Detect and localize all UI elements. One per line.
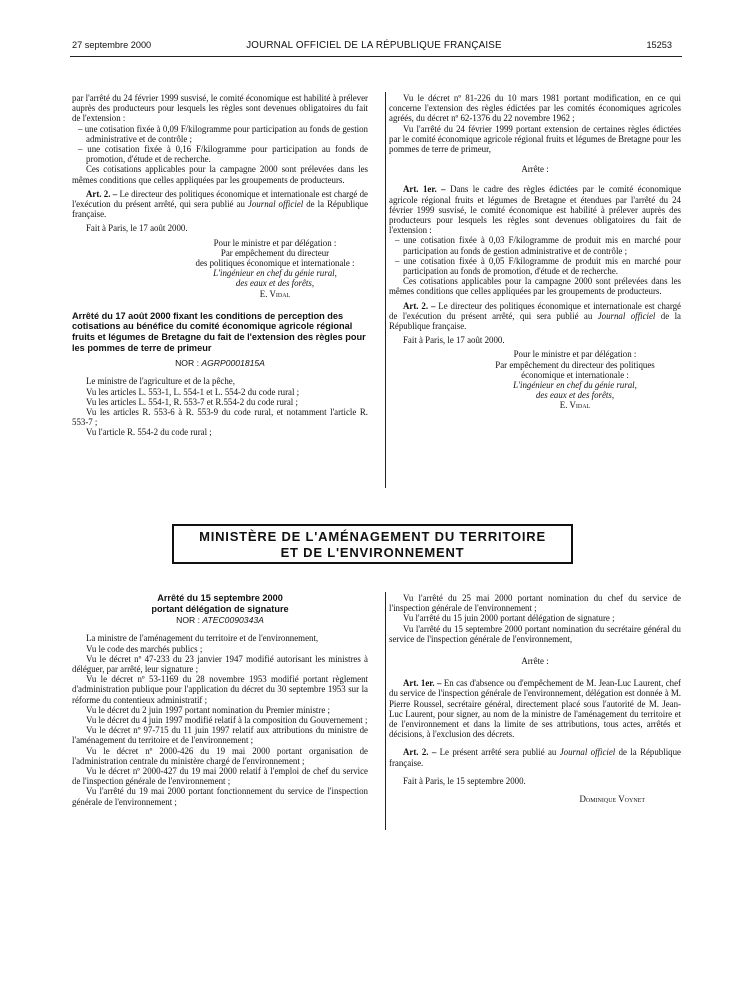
article-label: Art. 2. –	[86, 188, 118, 199]
article-2	[389, 301, 681, 332]
nor-code: ATEC0090343A	[202, 615, 264, 626]
visa: Vu le décret nº 81-226 du 10 mars 1981 portant modification, en ce qui concerne l'extension des règles édictées par les comités économiques agricoles agréés, du décret nº 62-1376 du 22 novembre 1962 ;	[389, 93, 681, 124]
decree-title: Arrêté du 17 août 2000 fixant les conditions de perception des cotisations au bénéfice du comité économique agricole régional fruits et légumes de Bretagne du fait de l'extension des règles pour les pommes de terre de primeur	[72, 310, 366, 353]
visa: Vu l'article R. 554-2 du code rural ;	[86, 427, 212, 438]
article-1	[389, 678, 681, 739]
visa: Vu le décret nº 2000-427 du 19 mai 2000 relatif à l'emploi de chef du service de l'inspection générale de l'environnement ;	[72, 766, 368, 787]
article-text: Le présent arrêté sera publié au	[436, 747, 560, 758]
signatory-name: E. Vidal	[559, 400, 591, 411]
arrete-heading: Arrête :	[521, 656, 549, 667]
signed-at: Fait à Paris, le 17 août 2000.	[403, 335, 505, 346]
article-2	[389, 747, 681, 767]
nor-code: AGRP0001815A	[201, 358, 265, 369]
column-divider-bottom	[385, 592, 386, 830]
header-title: JOURNAL OFFICIEL DE LA RÉPUBLIQUE FRANÇAISE	[246, 40, 502, 51]
visa: Vu l'arrêté du 24 février 1999 portant extension de certaines règles édictées par le comité économique agricole régional fruits et légumes de Bretagne pour les pommes de terre de primeur,	[389, 123, 681, 155]
signature-line: Par empêchement du directeur	[220, 247, 330, 258]
journal-officiel-ref: Journal officiel	[559, 747, 616, 758]
article-label: Art. 2. –	[403, 747, 437, 758]
signed-at: Fait à Paris, le 15 septembre 2000.	[403, 775, 526, 786]
article-text: de la République française.	[389, 310, 681, 332]
list-item: – une cotisation fixée à 0,03 F/kilogramme de produit mis en marché pour participation au fonds de gestion administrative et de contrôle ;	[395, 235, 681, 256]
paragraph: Ces cotisations applicables pour la campagne 2000 sont prélevées dans les mêmes conditions que celles appliquées par les groupements de producteurs.	[389, 276, 681, 297]
paragraph: La ministre de l'aménagement du territoire et de l'environnement,	[86, 633, 319, 644]
signature-line: des eaux et des forêts,	[235, 278, 315, 289]
list-item: – une cotisation fixée à 0,16 F/kilogramme pour participation au fonds de promotion, d'étude et de recherche.	[78, 144, 368, 165]
article-2	[72, 189, 368, 220]
visa: Vu le décret du 2 juin 1997 portant nomination du Premier ministre ;	[86, 704, 330, 715]
right-top-column	[389, 93, 681, 411]
article-text: Le directeur des politiques économique et internationale est chargé de l'exécution du présent arrêté, qui sera publié au	[389, 300, 681, 321]
column-divider-top	[385, 92, 386, 488]
article-1	[389, 184, 681, 235]
article-text: Le directeur des politiques économique et internationale est chargé de l'exécution du présent arrêté, qui sera publié au	[72, 188, 368, 210]
signature-line: économique et internationale :	[521, 369, 629, 380]
visa: Vu le code des marchés publics ;	[86, 643, 203, 654]
left-bottom-column	[72, 593, 368, 807]
header-rule	[70, 56, 682, 57]
journal-officiel-ref: Journal officiel	[597, 310, 656, 321]
signature-line: Par empêchement du directeur des politiques	[495, 359, 655, 370]
decree-title: Arrêté du 15 septembre 2000	[157, 593, 283, 603]
list-item: – une cotisation fixée à 0,05 F/kilogramme de produit mis en marché pour participation au fonds de promotion, d'étude et de recherche.	[395, 255, 681, 277]
nor-reference	[72, 358, 368, 368]
list-item: – une cotisation fixée à 0,09 F/kilogramme pour participation au fonds de gestion administrative et de contrôle ;	[78, 123, 368, 144]
article-text: de la République française.	[72, 199, 369, 220]
signature-line: L'ingénieur en chef du génie rural,	[213, 268, 337, 279]
visa: Vu le décret du 4 juin 1997 modifié relatif à la composition du Gouvernement ;	[86, 715, 368, 726]
signatory-name: Dominique Voynet	[579, 794, 645, 805]
nor-reference	[72, 615, 368, 625]
visa: Vu les articles L. 554-1, R. 553-7 et R.554-2 du code rural ;	[86, 396, 298, 407]
ministry-heading-box	[172, 524, 573, 564]
ministry-line-2: ET DE L'ENVIRONNEMENT	[280, 545, 465, 560]
visa: Vu l'arrêté du 19 mai 2000 portant fonctionnement du service de l'inspection générale de l'environnement ;	[72, 786, 368, 807]
ministry-line-1: MINISTÈRE DE L'AMÉNAGEMENT DU TERRITOIRE	[199, 529, 546, 544]
header-date: 27 septembre 2000	[72, 40, 152, 50]
visa: Vu le décret nº 97-715 du 11 juin 1997 relatif aux attributions du ministre de l'aménagement du territoire et de l'environnement ;	[72, 725, 368, 746]
visa: Vu l'arrêté du 15 juin 2000 portant délégation de signature ;	[403, 613, 615, 624]
paragraph: Le ministre de l'agriculture et de la pêche,	[86, 376, 235, 387]
paragraph: Ces cotisations applicables pour la campagne 2000 sont prélevées dans les mêmes conditions que celles appliquées par les groupements de producteurs.	[72, 164, 368, 185]
article-text: de la République française.	[389, 747, 681, 768]
signature-line: L'ingénieur en chef du génie rural,	[513, 380, 637, 391]
decree-title: portant délégation de signature	[151, 603, 289, 614]
paragraph: par l'arrêté du 24 février 1999 susvisé, le comité économique est habilité à prélever auprès des producteurs pour lesquels les règles sont devenues obligatoires du fait de l'extension :	[72, 93, 368, 124]
visa: Vu le décret nº 2000-426 du 19 mai 2000 portant organisation de l'administration centrale du ministère chargé de l'environnement ;	[72, 745, 368, 766]
visa: Vu le décret nº 53-1169 du 28 novembre 1953 modifié portant règlement d'administration publique pour l'application du décret du 30 septembre 1953 sur la réforme du contentieux administratif ;	[72, 674, 368, 705]
signature-line: Pour le ministre et par délégation :	[213, 237, 337, 248]
visa: Vu les articles L. 553-1, L. 554-1 et L. 554-2 du code rural ;	[86, 386, 300, 397]
signature-line: des politiques économique et internationale :	[195, 258, 355, 269]
article-text: Dans le cadre des règles édictées par le comité économique agricole régional fruits et légumes de Bretagne et étendues par l'arrêté du 24 février 1999 susvisé, le comité économique est habilité à prélever auprès des producteurs pour lesquels les règles sont devenues obligatoires du fait de l'extension :	[389, 184, 682, 236]
nor-label: NOR :	[175, 358, 202, 369]
right-bottom-column	[389, 593, 681, 804]
signature-line: des eaux et des forêts,	[535, 390, 615, 401]
arrete-heading: Arrête :	[521, 164, 549, 175]
visa: Vu les articles R. 553-6 à R. 553-9 du code rural, et notamment l'article R. 553-7 ;	[72, 407, 368, 428]
signed-at: Fait à Paris, le 17 août 2000.	[86, 223, 188, 234]
article-label: Art. 1er. –	[403, 184, 446, 195]
nor-label: NOR :	[176, 615, 203, 626]
header-page-number: 15253	[646, 40, 672, 50]
journal-officiel-ref: Journal officiel	[247, 199, 304, 210]
visa: Vu l'arrêté du 25 mai 2000 portant nomination du chef du service de l'inspection générale de l'environnement ;	[389, 593, 681, 614]
left-top-column	[72, 93, 368, 438]
signature-block	[389, 349, 681, 410]
article-label: Art. 2. –	[403, 300, 436, 311]
visa: Vu l'arrêté du 15 septembre 2000 portant nomination du secrétaire général du service de l'inspection générale de l'environnement,	[389, 623, 681, 644]
article-label: Art. 1er. –	[403, 678, 442, 689]
signature-block	[72, 238, 368, 299]
visa: Vu le décret nº 47-233 du 23 janvier 1947 modifié autorisant les ministres à déléguer, par arrêté, leur signature ;	[72, 653, 368, 674]
signature-line: Pour le ministre et par délégation :	[513, 349, 637, 360]
article-text: En cas d'absence ou d'empêchement de M. Jean-Luc Laurent, chef du service de l'inspection générale de l'environnement, délégation est donnée à M. Pierre Roussel, secrétaire général, directement placé sous l'autorité de M. Jean-Luc Laurent, pour signer, au nom de la ministre de l'aménagement du territoire et de l'environnement et dans la limite de ses attributions, tous actes, arrêtés et décisions, à l'exclusion des décrets.	[389, 678, 681, 740]
signatory-name: E. Vidal	[259, 288, 291, 299]
